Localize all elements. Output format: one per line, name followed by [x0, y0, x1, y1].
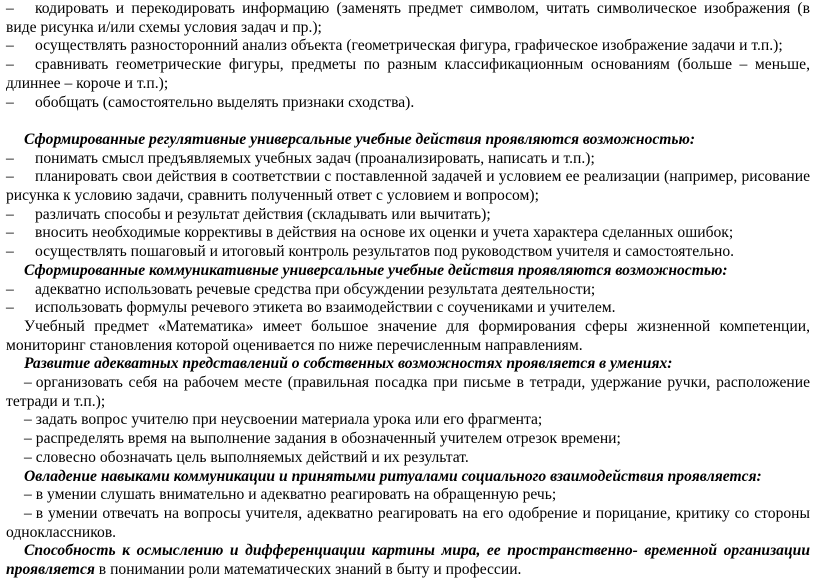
- world-picture-tail: в понимании роли математических знаний в быту и профессии.: [94, 561, 522, 579]
- list-item-text: в умении слушать внимательно и адекватно реагировать на обращенную речь;: [35, 486, 557, 504]
- list-item-text: понимать смысл предъявляемых учебных задач (проанализировать, написать и т.п.);: [35, 149, 595, 167]
- list-item: [6, 206, 810, 225]
- list-item-text: кодировать и перекодировать информацию (заменять предмет символом, читать символическое изображения (в виде рисунка и/или схемы условия задач и пр.);: [6, 0, 810, 36]
- dash-marker: –: [24, 504, 32, 522]
- dash-marker: –: [6, 0, 14, 17]
- dash-marker: –: [6, 168, 14, 186]
- communication-skills-heading: Овладение навыками коммуникации и принятыми ритуалами социального взаимодействия проявляется:: [24, 467, 762, 485]
- list-item-text: распределять время на выполнение задания в обозначенный учителем отрезок времени;: [35, 430, 621, 448]
- list-item-text: сравнивать геометрические фигуры, предметы по разным классификационным основаниям (больше – меньше, длиннее – короче и т.п.);: [6, 56, 810, 92]
- dash-marker: –: [6, 224, 14, 242]
- dash-marker: –: [24, 411, 32, 429]
- list-item-text: организовать себя на рабочем месте (правильная посадка при письме в тетради, удержание ручки, расположение тетради и т.п.);: [6, 374, 810, 410]
- list-item: [6, 449, 810, 468]
- dash-marker: –: [6, 149, 14, 167]
- world-picture-heading: Способность к осмыслению и дифференциации картины мира, ее пространственно- временной организации проявляется: [6, 542, 810, 579]
- list-item-text: различать способы и результат действия (складывать или вычитать);: [35, 205, 491, 223]
- list-item-text: словесно обозначать цель выполняемых действий и их результат.: [35, 448, 469, 466]
- dash-marker: –: [24, 430, 32, 448]
- dash-marker: –: [6, 280, 14, 298]
- list-item-text: обобщать (самостоятельно выделять признаки сходства).: [35, 93, 415, 111]
- dash-marker: –: [24, 448, 32, 466]
- list-item-text: задать вопрос учителю при неусвоении материала урока или его фрагмента;: [35, 411, 543, 429]
- list-item: [6, 374, 810, 411]
- dash-marker: –: [6, 299, 14, 317]
- list-item: [6, 94, 810, 113]
- list-item-text: адекватно использовать речевые средства при обсуждении результата деятельности;: [35, 280, 596, 298]
- regulative-heading: Сформированные регулятивные универсальные учебные действия проявляются возможностью:: [24, 130, 696, 148]
- dash-marker: –: [6, 205, 14, 223]
- dash-marker: –: [6, 93, 14, 111]
- dash-marker: –: [6, 243, 14, 261]
- list-item: [6, 168, 810, 205]
- list-item: [6, 486, 810, 505]
- list-item: [6, 37, 810, 56]
- list-item: [6, 0, 810, 37]
- list-item: [6, 411, 810, 430]
- list-item: [6, 505, 810, 542]
- paragraph-gap: [6, 112, 810, 131]
- world-picture-paragraph: [6, 542, 810, 579]
- list-item: [6, 430, 810, 449]
- communicative-heading: Сформированные коммуникативные универсальные учебные действия проявляются возможностью:: [24, 261, 728, 279]
- list-item-text: осуществлять разносторонний анализ объекта (геометрическая фигура, графическое изображение задачи и т.п.);: [35, 37, 783, 55]
- list-item-text: вносить необходимые коррективы в действия на основе их оценки и учета характера сделанных ошибок;: [35, 224, 734, 242]
- list-item-text: использовать формулы речевого этикета во взаимодействии с соучениками и учителем.: [35, 299, 616, 317]
- list-item: [6, 224, 810, 243]
- list-item: [6, 56, 810, 93]
- list-item: [6, 299, 810, 318]
- list-item-text: в умении отвечать на вопросы учителя, адекватно реагировать на его одобрение и порицание, критику со стороны одноклассников.: [6, 504, 810, 541]
- dash-marker: –: [6, 56, 14, 74]
- dash-marker: –: [6, 37, 14, 55]
- list-item-text: осуществлять пошаговый и итоговый контроль результатов под руководством учителя и самостоятельно.: [35, 243, 735, 261]
- subject-paragraph: Учебный предмет «Математика» имеет большое значение для формирования сферы жизненной компетенции, мониторинг становления которой оценивается по ниже перечисленным направлениям.: [6, 317, 810, 354]
- list-item-text: планировать свои действия в соответствии с поставленной задачей и условием ее реализации (например, рисование рисунка к условию задачи, сравнить полученный ответ с условием и вопросом);: [6, 168, 810, 205]
- development-heading: Развитие адекватных представлений о собственных возможностях проявляется в умениях:: [24, 355, 673, 373]
- dash-marker: –: [24, 486, 32, 504]
- list-item: [6, 281, 810, 300]
- dash-marker: –: [24, 374, 32, 392]
- list-item: [6, 243, 810, 262]
- list-item: [6, 150, 810, 169]
